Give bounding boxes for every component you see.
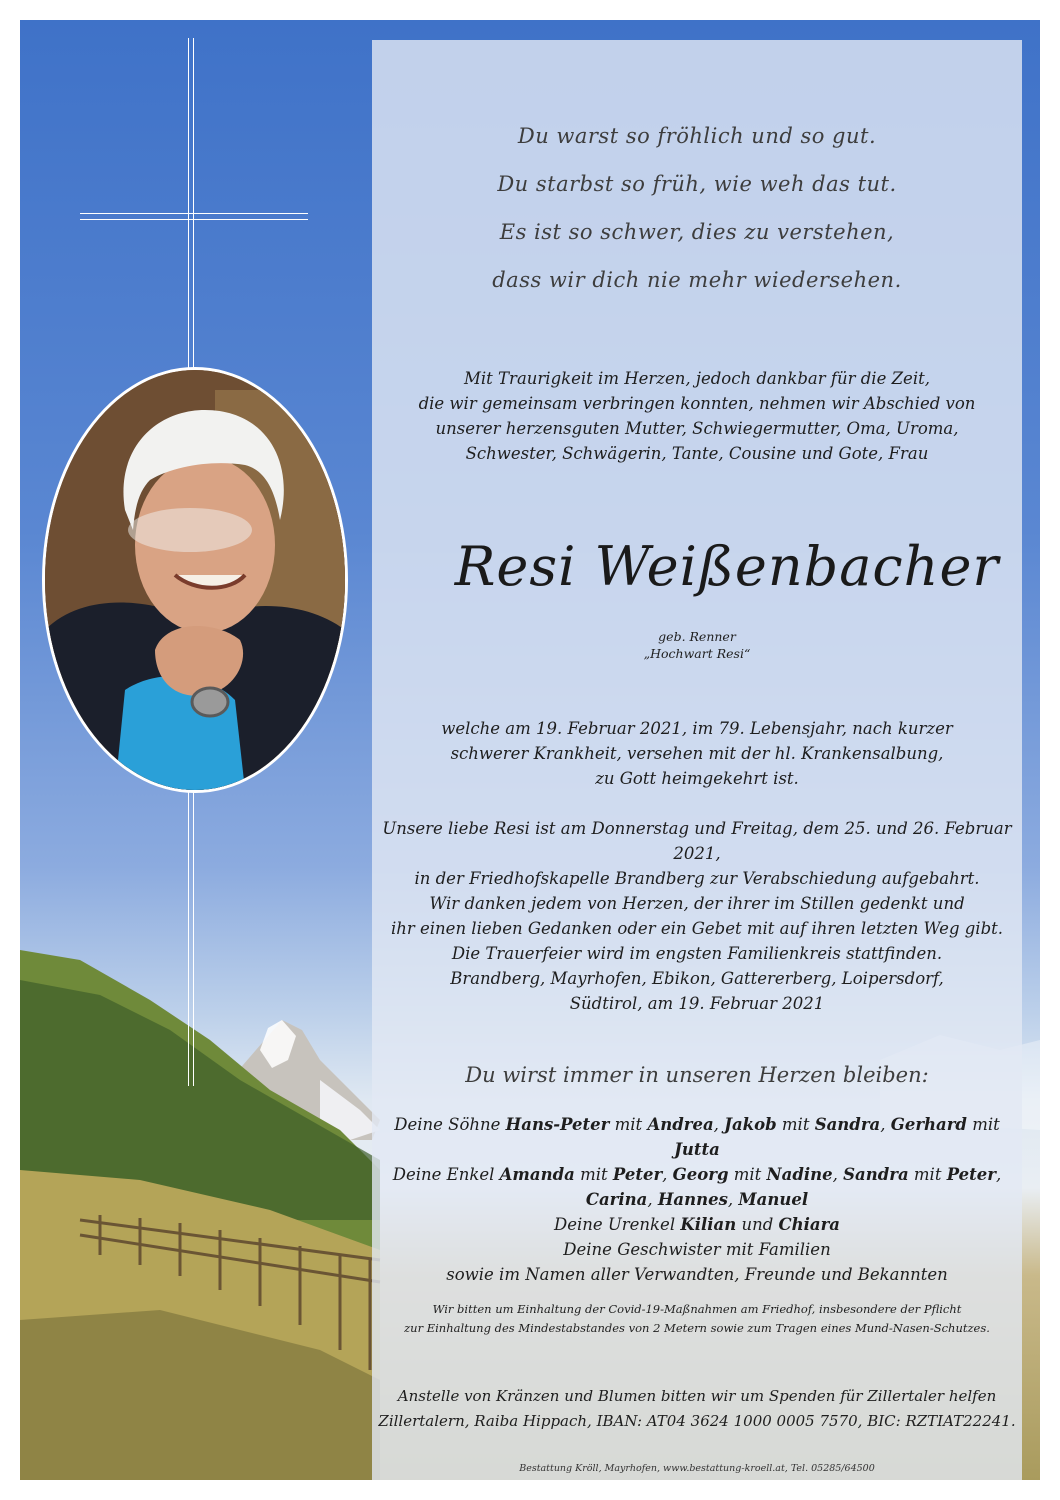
covid-line: zur Einhaltung des Mindestabstandes von 2 Metern sowie zum Tragen eines Mund-Nasen-Schutzes.: [404, 1321, 990, 1335]
place-line: Südtirol, am 19. Februar 2021: [569, 994, 825, 1013]
death-notice: [372, 716, 1022, 791]
family-siblings-line: Deine Geschwister mit Familien: [563, 1240, 831, 1259]
donate-line: Zillertalern, Raiba Hippach, IBAN: AT04 3624 1000 0005 7570, BIC: RZTIAT22241.: [378, 1412, 1016, 1430]
donate-line: Anstelle von Kränzen und Blumen bitten wir um Spenden für Zillertaler helfen: [397, 1387, 997, 1405]
info-line: Die Trauerfeier wird im engsten Familienkreis stattfinden.: [451, 944, 943, 963]
verse: [372, 112, 1022, 304]
intro-line: Mit Traurigkeit im Herzen, jedoch dankbar für die Zeit,: [464, 369, 930, 388]
family-list: [372, 1112, 1022, 1287]
donation-notice: [372, 1384, 1022, 1434]
verse-line: dass wir dich nie mehr wiedersehen.: [492, 268, 902, 292]
portrait-photo: [42, 367, 348, 793]
death-line: zu Gott heimgekehrt ist.: [595, 769, 799, 788]
intro-line: die wir gemeinsam verbringen konnten, nehmen wir Abschied von: [418, 394, 976, 413]
intro-line: Schwester, Schwägerin, Tante, Cousine und Gote, Frau: [465, 444, 929, 463]
family-relatives-line: sowie im Namen aller Verwandten, Freunde und Bekannten: [446, 1265, 948, 1284]
verse-line: Es ist so schwer, dies zu verstehen,: [499, 220, 895, 244]
verse-line: Du starbst so früh, wie weh das tut.: [497, 172, 897, 196]
family-grandchildren-more-line: Carina, Hannes, Manuel: [585, 1190, 809, 1209]
nickname-line: „Hochwart Resi“: [643, 646, 751, 661]
place-line: Brandberg, Mayrhofen, Ebikon, Gattererberg, Loipersdorf,: [450, 969, 944, 988]
born-line: geb. Renner: [658, 629, 736, 644]
family-great-grandchildren-line: Deine Urenkel Kilian und Chiara: [553, 1215, 841, 1234]
family-grandchildren-line: Deine Enkel Amanda mit Peter, Georg mit Nadine, Sandra mit Peter,: [392, 1165, 1002, 1184]
family-sons-line: Deine Söhne Hans-Peter mit Andrea, Jakob mit Sandra, Gerhard mit Jutta: [394, 1115, 1000, 1159]
motto: Du wirst immer in unseren Herzen bleiben:: [465, 1063, 929, 1087]
info-line: Unsere liebe Resi ist am Donnerstag und Freitag, dem 25. und 26. Februar 2021,: [382, 819, 1012, 863]
maiden-name: [372, 628, 1022, 662]
info-line: ihr einen lieben Gedanken oder ein Gebet mit auf ihren letzten Weg gibt.: [390, 919, 1004, 938]
intro-line: unserer herzensguten Mutter, Schwiegermutter, Oma, Uroma,: [435, 419, 959, 438]
text-panel: [372, 40, 1022, 1480]
obituary-card: [20, 20, 1040, 1480]
verse-line: Du warst so fröhlich und so gut.: [517, 124, 877, 148]
cross-horizontal-line: [80, 213, 308, 220]
deceased-name: Resi Weißenbacher: [454, 535, 1000, 598]
covid-line: Wir bitten um Einhaltung der Covid-19-Maßnahmen am Friedhof, insbesondere der Pflicht: [432, 1302, 962, 1316]
intro-text: [372, 366, 1022, 466]
place-date: [372, 966, 1022, 1016]
death-line: schwerer Krankheit, versehen mit der hl. Krankensalbung,: [450, 744, 944, 763]
death-line: welche am 19. Februar 2021, im 79. Lebensjahr, nach kurzer: [441, 719, 953, 738]
info-line: in der Friedhofskapelle Brandberg zur Verabschiedung aufgebahrt.: [414, 869, 980, 888]
info-line: Wir danken jedem von Herzen, der ihrer im Stillen gedenkt und: [429, 894, 965, 913]
covid-notice: [372, 1300, 1022, 1338]
ceremony-info: [372, 816, 1022, 966]
funeral-home-footer: Bestattung Kröll, Mayrhofen, www.bestattung-kroell.at, Tel. 05285/64500: [519, 1463, 875, 1474]
